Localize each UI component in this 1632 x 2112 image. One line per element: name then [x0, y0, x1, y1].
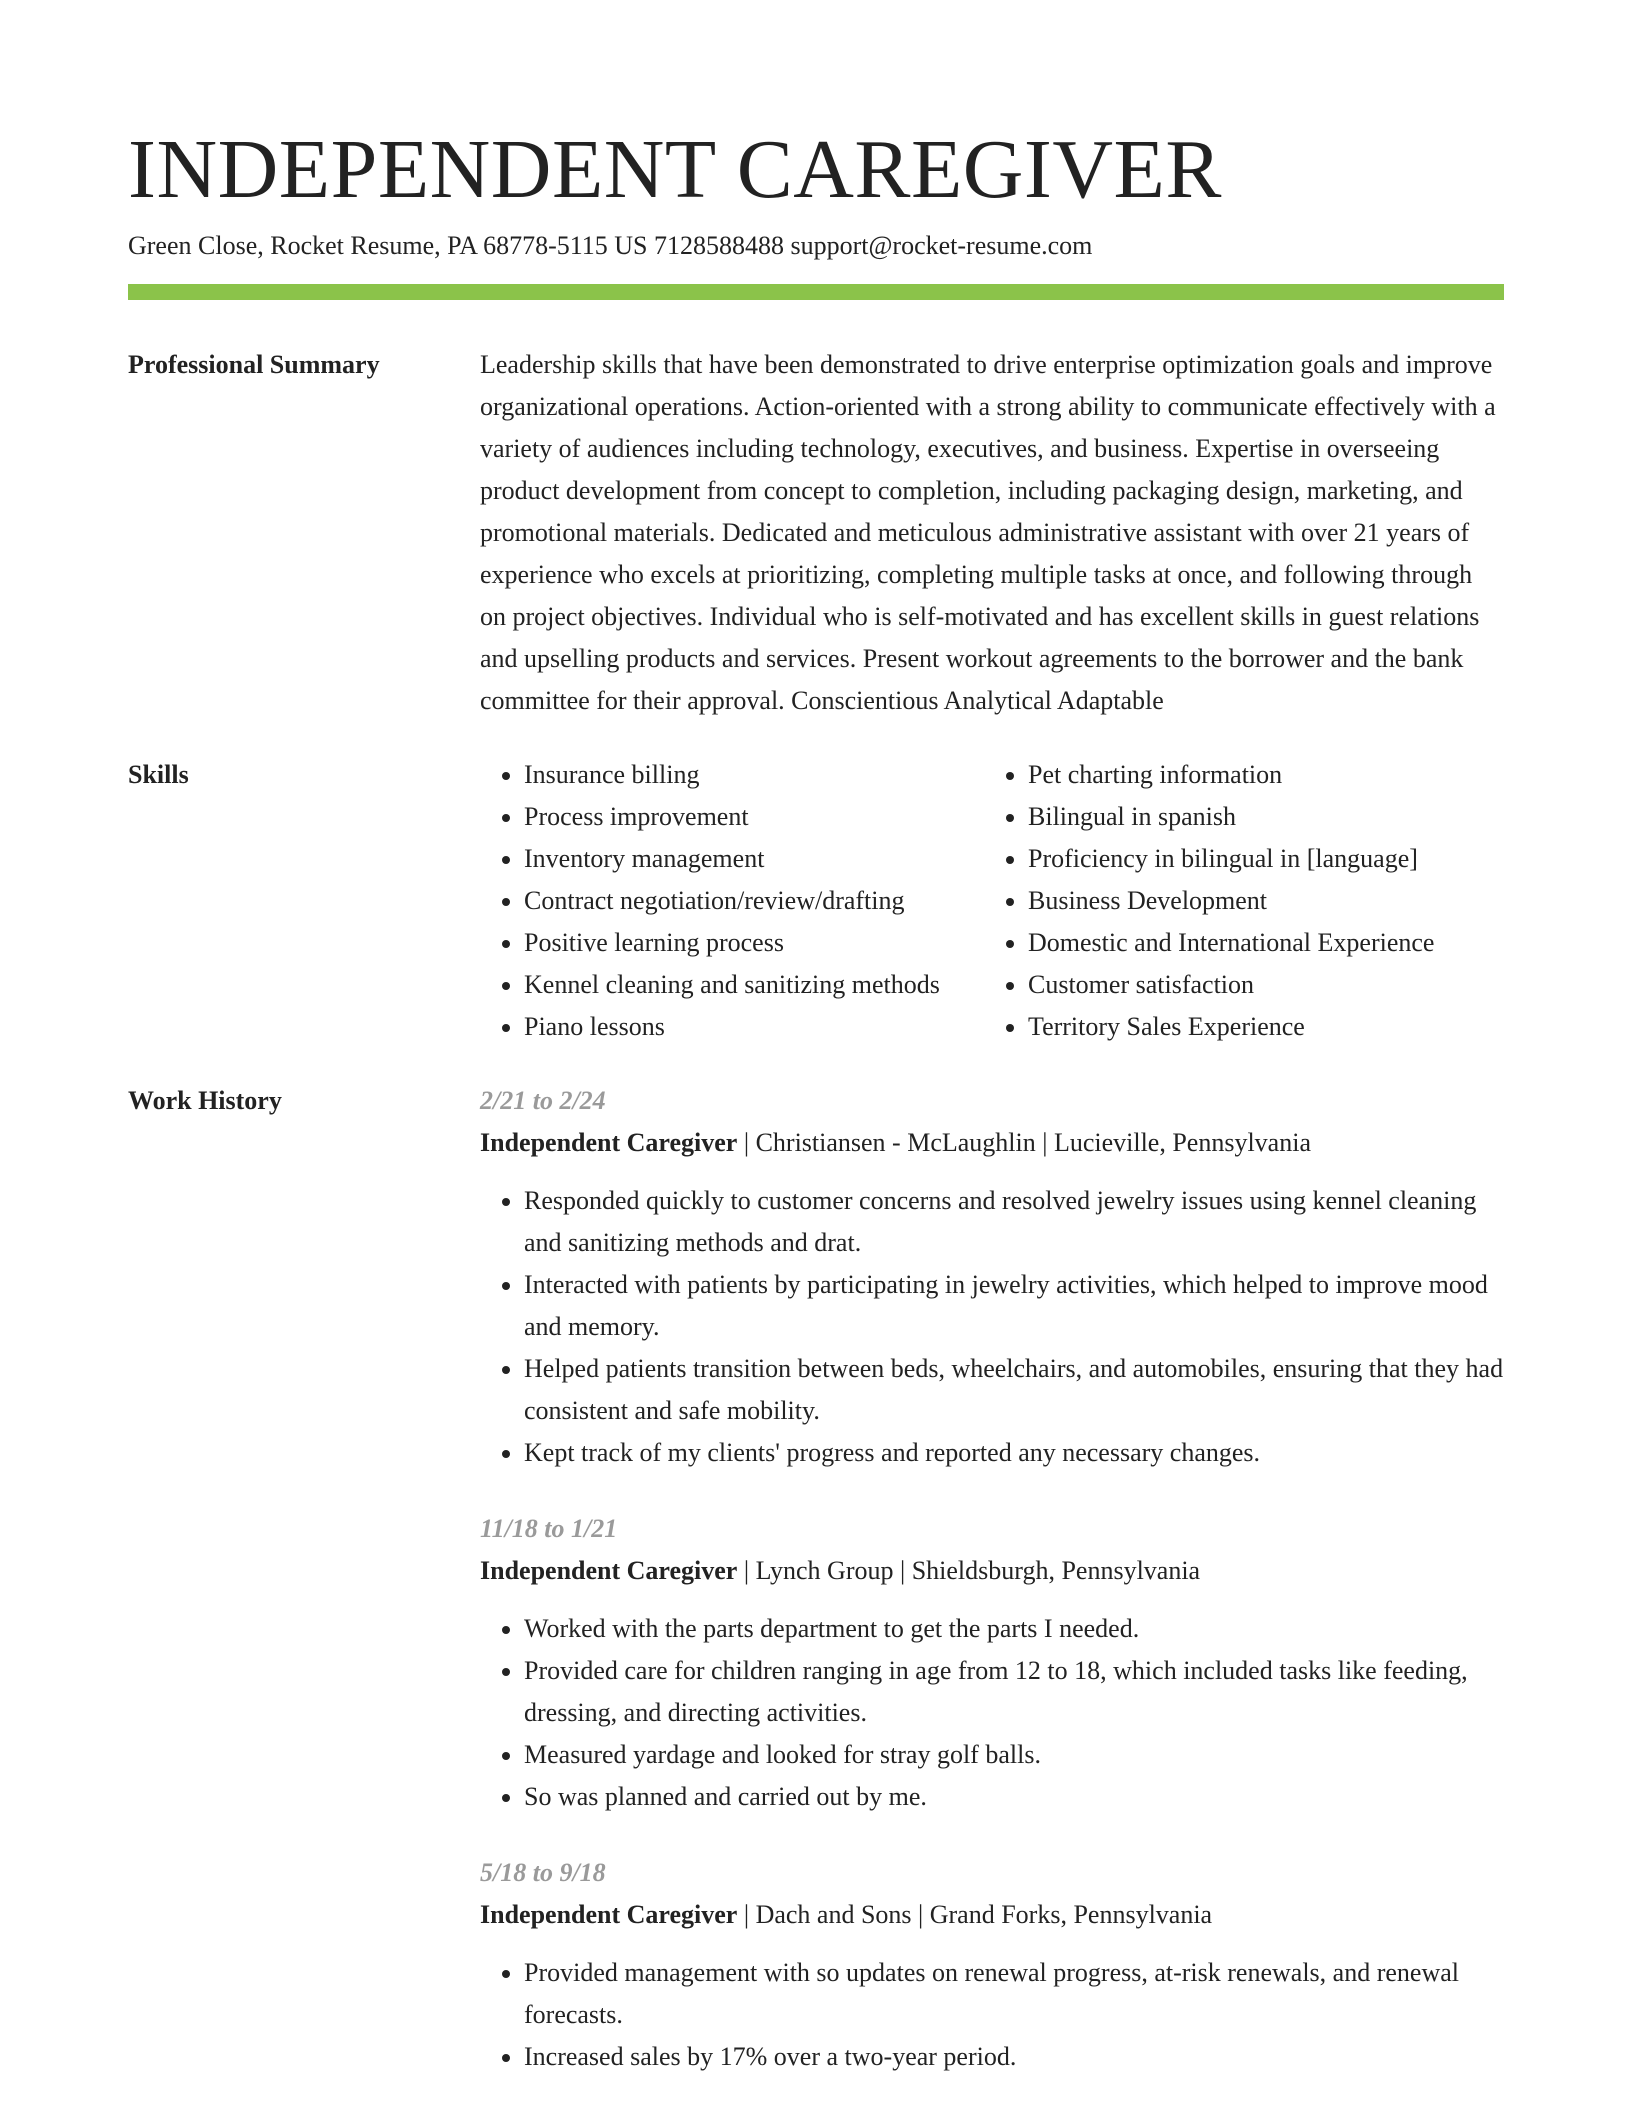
summary-section	[128, 344, 1504, 722]
skill-item: • Kennel cleaning and sanitizing methods	[524, 964, 984, 1006]
job-bullet: • So was planned and carried out by me.	[524, 1776, 1504, 1818]
job-heading	[480, 1894, 1504, 1936]
skill-item: • Inventory management	[524, 838, 984, 880]
job-title: Independent Caregiver	[480, 1900, 738, 1929]
job-details: | Lynch Group | Shieldsburgh, Pennsylvania	[737, 1556, 1201, 1585]
work-history-heading: Work History	[128, 1086, 282, 1115]
skill-item: • Positive learning process	[524, 922, 984, 964]
job-bullet: • Measured yardage and looked for stray golf balls.	[524, 1734, 1504, 1776]
contact-info: Green Close, Rocket Resume, PA 68778-5115 US 7128588488 support@rocket-resume.com	[128, 231, 1093, 260]
job-bullet: • Worked with the parts department to get the parts I needed.	[524, 1608, 1504, 1650]
job-dates: 2/21 to 2/24	[480, 1086, 606, 1115]
skill-item: • Process improvement	[524, 796, 984, 838]
job-bullet: • Kept track of my clients' progress and reported any necessary changes.	[524, 1432, 1504, 1474]
job-bullet: • Provided management with so updates on renewal progress, at-risk renewals, and renewal forecasts.	[524, 1952, 1504, 2036]
skill-item: • Pet charting information	[1028, 754, 1504, 796]
summary-body	[480, 344, 1504, 722]
job-bullet: • Helped patients transition between beds, wheelchairs, and automobiles, ensuring that they had consistent and safe mobility.	[524, 1348, 1504, 1432]
skills-columns	[480, 754, 1504, 1048]
skills-section	[128, 754, 1504, 1048]
job-entry	[480, 1080, 1504, 1474]
job-bullets	[480, 1608, 1504, 1818]
skill-item: • Domestic and International Experience	[1028, 922, 1504, 964]
skill-item: • Business Development	[1028, 880, 1504, 922]
skills-list-left	[480, 754, 984, 1048]
job-bullets	[480, 1952, 1504, 2078]
skill-item: • Insurance billing	[524, 754, 984, 796]
job-title: Independent Caregiver	[480, 1556, 738, 1585]
job-heading	[480, 1550, 1504, 1592]
skill-item: • Contract negotiation/review/drafting	[524, 880, 984, 922]
job-dates: 5/18 to 9/18	[480, 1858, 606, 1887]
work-history-section	[128, 1080, 1504, 2112]
skill-item: • Customer satisfaction	[1028, 964, 1504, 1006]
skills-body	[480, 754, 1504, 1048]
job-heading	[480, 1122, 1504, 1164]
job-entry	[480, 1508, 1504, 1818]
job-dates: 11/18 to 1/21	[480, 1514, 618, 1543]
skill-item: • Proficiency in bilingual in [language]	[1028, 838, 1504, 880]
resume-page	[128, 120, 1504, 2112]
job-bullet: • Interacted with patients by participating in jewelry activities, which helped to improve mood and memory.	[524, 1264, 1504, 1348]
resume-name: INDEPENDENT CAREGIVER	[128, 123, 1222, 216]
summary-heading: Professional Summary	[128, 350, 380, 379]
job-details: | Dach and Sons | Grand Forks, Pennsylvania	[737, 1900, 1213, 1929]
skill-item: • Bilingual in spanish	[1028, 796, 1504, 838]
header-divider	[128, 284, 1504, 300]
skills-heading: Skills	[128, 760, 189, 789]
work-history-body	[480, 1080, 1504, 2112]
job-bullet: • Responded quickly to customer concerns and resolved jewelry issues using kennel cleaning and sanitizing methods and drat.	[524, 1180, 1504, 1264]
job-bullet: • Increased sales by 17% over a two-year period.	[524, 2036, 1504, 2078]
summary-text: Leadership skills that have been demonstrated to drive enterprise optimization goals and improve organizational operations. Action-oriented with a strong ability to communicate effectively with a variety of audiences including technology, executives, and business. Expertise in overseeing product development from concept to completion, including packaging design, marketing, and promotional materials. Dedicated and meticulous administrative assistant with over 21 years of experience who excels at prioritizing, completing multiple tasks at once, and following through on project objectives. Individual who is self-motivated and has excellent skills in guest relations and upselling products and services. Present workout agreements to the borrower and the bank committee for their approval. Conscientious Analytical Adaptable	[480, 350, 1496, 715]
job-details: | Christiansen - McLaughlin | Lucieville, Pennsylvania	[737, 1128, 1311, 1157]
job-title: Independent Caregiver	[480, 1128, 738, 1157]
skills-list-right	[984, 754, 1504, 1048]
job-entry	[480, 1852, 1504, 2078]
job-bullet: • Provided care for children ranging in age from 12 to 18, which included tasks like feeding, dressing, and directing activities.	[524, 1650, 1504, 1734]
skill-item: • Territory Sales Experience	[1028, 1006, 1504, 1048]
job-bullets	[480, 1180, 1504, 1474]
skill-item: • Piano lessons	[524, 1006, 984, 1048]
